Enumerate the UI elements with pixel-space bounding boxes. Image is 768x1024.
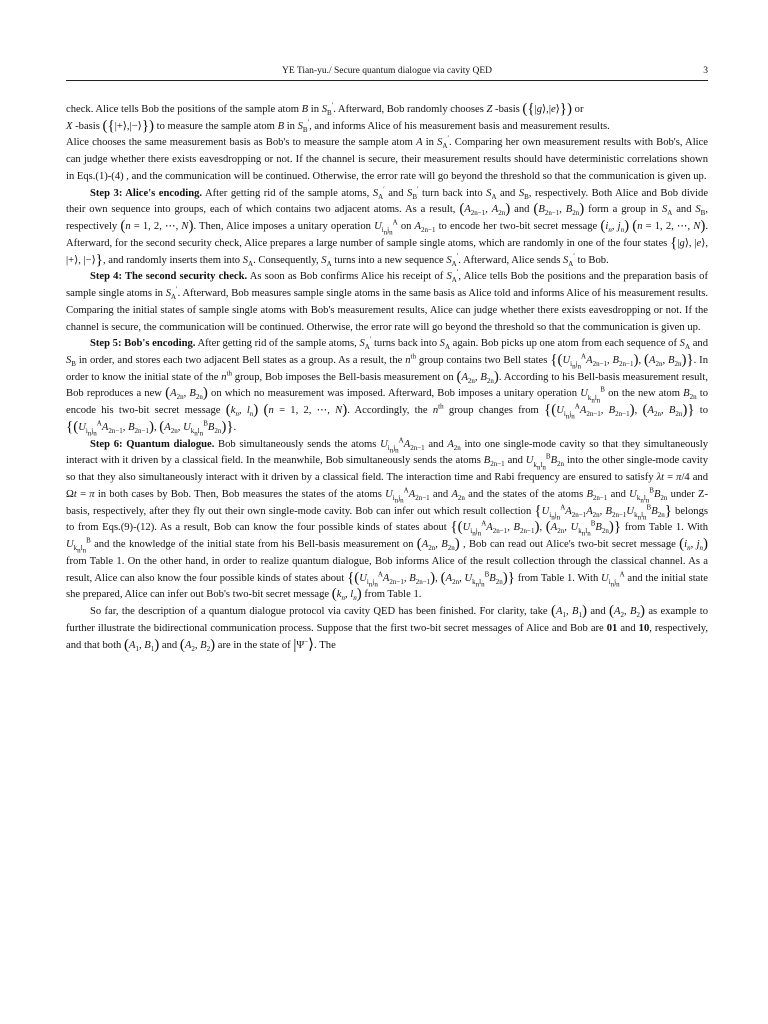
paragraph-step-4: Step 4: The second security check. As soon as Bob confirms Alice his receipt of $S_A'$, Alice tells Bob the positions and the preparation basis of sample single atoms in $S_A'$. Afterward, Bob measures sample single atoms in the same basis as Alice told and informs Alice of his measurement results. Comparing the initial states of sample single atoms with Bob's measurement results, Alice can judge whether there exists eavesdropping or not. If the channel is secure, the communication will be continued. Otherwise, the error rate will go beyond the threshold so that the communication is given up. xyxy=(66,268,709,333)
paragraph-first-security-check: check. Alice tells Bob the positions of the sample atom B in $S_B'$. Afterward, Bob randomly chooses Z -basis ({|g⟩,|e⟩}) or X -basis ({|+⟩,|−⟩}) to measure the sample atom B in $S_B'$, and informs Alice of his measurement basis and measurement results. Alice chooses the same measurement basis as Bob's to measure the sample atom A in $S_A'$. Comparing her own measurement results with Bob's, Alice can judge whether there exists eavesdropping or not. If the channel is secure, their measurement results should have deterministic correlations shown in Eqs.(1)-(4) , and the communication will be continued. Otherwise, the error rate will go beyond the threshold so that the communication is given up. xyxy=(66,101,708,182)
paragraph-step-5: Step 5: Bob's encoding. After getting rid of the sample atoms, $S_A'$ turns back into $S_A$ again. Bob picks up one atom from each sequence of $S_A$ and $S_B$ in order, and stores each two adjacent Bell states as a group. As a result, the $n^{th}$ group contains two Bell states {($U_{i_nj_n}^AA_{2n-1}$, $B_{2n-1}$), ($A_{2n}$, $B_{2n}$)}. In order to know the initial state of the $n^{th}$ group, Bob imposes the Bell-basis measurement on ($A_{2n}$, $B_{2n}$). According to his Bell-basis measurement result, Bob reproduces a new ($A_{2n}$, $B_{2n}$) on which no measurement was imposed. Afterward, Bob imposes a unitary operation $U_{k_nl_n}^B$ on the new atom $B_{2n}$ to encode his two-bit secret message ($k_n$, $l_n$) (n = 1, 2, ⋯, N). Accordingly, the $n^{th}$ group changes from {($U_{i_nj_n}^AA_{2n-1}$, $B_{2n-1}$), ($A_{2n}$, $B_{2n}$)} to {($U_{i_nj_n}^AA_{2n-1}$, $B_{2n-1}$), ($A_{2n}$, $U_{k_nl_n}^BB_{2n}$)}. xyxy=(66,335,709,438)
running-header xyxy=(66,66,708,81)
step-6-heading: Step 6: Quantum dialogue. xyxy=(90,438,215,450)
step-4-heading: Step 4: The second security check. xyxy=(90,271,248,283)
paragraph-step-3: Step 3: Alice's encoding. After getting rid of the sample atoms, $S_A'$ and $S_B'$ turn back into $S_A$ and $S_B$, respectively. Both Alice and Bob divide their own sequence into groups, each of which contains two adjacent atoms. As a result, ($A_{2n-1}$, $A_{2n}$) and ($B_{2n-1}$, $B_{2n}$) form a group in $S_A$ and $S_B$, respectively (n = 1, 2, ⋯, N). Then, Alice imposes a unitary operation $U_{i_nj_n}^A$ on $A_{2n-1}$ to encode her two-bit secret message ($i_n$, $j_n$) (n = 1, 2, ⋯, N). Afterward, for the second security check, Alice prepares a large number of sample single atoms, which are randomly in one of the four states {|g⟩, |e⟩, |+⟩, |−⟩}, and randomly inserts them into $S_A$. Consequently, $S_A$ turns into a new sequence $S_A'$. Afterward, Alice sends $S_A'$ to Bob. xyxy=(66,185,709,268)
paragraph-example: So far, the description of a quantum dialogue protocol via cavity QED has been finished. For clarity, take ($A_1$, $B_1$) and ($A_2$, $B_2$) as example to further illustrate the bidirectional communication process. Suppose that the first two-bit secret messages of Alice and Bob are 01 and 10, respectively, and that both ($A_1$, $B_1$) and ($A_2$, $B_2$) are in the state of |Ψ−⟩. The xyxy=(66,603,709,653)
page-number: 3 xyxy=(703,66,708,76)
body-text xyxy=(66,102,708,654)
step-5-heading: Step 5: Bob's encoding. xyxy=(90,338,196,350)
step-3-heading: Step 3: Alice's encoding. xyxy=(90,187,203,199)
running-title: YE Tian-yu./ Secure quantum dialogue via cavity QED xyxy=(281,66,493,76)
paragraph-step-6: Step 6: Quantum dialogue. Bob simultaneously sends the atoms $U_{i_nj_n}^AA_{2n-1}$ and $A_{2n}$ into one single-mode cavity so that they simultaneously interact with it driven by a classical field. In the meanwhile, Bob simultaneously sends the atoms $B_{2n-1}$ and $U_{k_nl_n}^BB_{2n}$ into the other single-mode cavity so that they also simultaneously interact with it driven by a classical field. The interaction time and Rabi frequency are ensured to satisfy λt = π/4 and Ωt = π in both cases by Bob. Then, Bob measures the states of the atoms $U_{i_nj_n}^AA_{2n-1}$ and $A_{2n}$ and the states of the atoms $B_{2n-1}$ and $U_{k_nl_n}^BB_{2n}$ under Z-basis, respectively, after they fly out their own single-mode cavity. Bob can infer out which result collection {$U_{i_nj_n}^AA_{2n-1}A_{2n}$, $B_{2n-1}U_{k_nl_n}^BB_{2n}$} belongs to from Eqs.(9)-(12). As a result, Bob can know the four possible kinds of states about {($U_{i_nj_n}^AA_{2n-1}$, $B_{2n-1}$), ($A_{2n}$, $U_{k_nl_n}^BB_{2n}$)} from Table 1. With $U_{k_nl_n}^B$ and the knowledge of the initial state from his Bell-basis measurement on ($A_{2n}$, $B_{2n}$) , Bob can read out Alice's two-bit secret message ($i_n$, $j_n$) from Table 1. On the other hand, in order to realize quantum dialogue, Bob informs Alice of the result collection through the classical channel. As a result, Alice can also know the four possible kinds of states about {($U_{i_nj_n}^AA_{2n-1}$, $B_{2n-1}$), ($A_{2n}$, $U_{k_nl_n}^BB_{2n}$)} from Table 1. With $U_{i_nj_n}^A$ and the initial state she prepared, Alice can infer out Bob's two-bit secret message ($k_n$, $l_n$) from Table 1. xyxy=(66,436,709,603)
